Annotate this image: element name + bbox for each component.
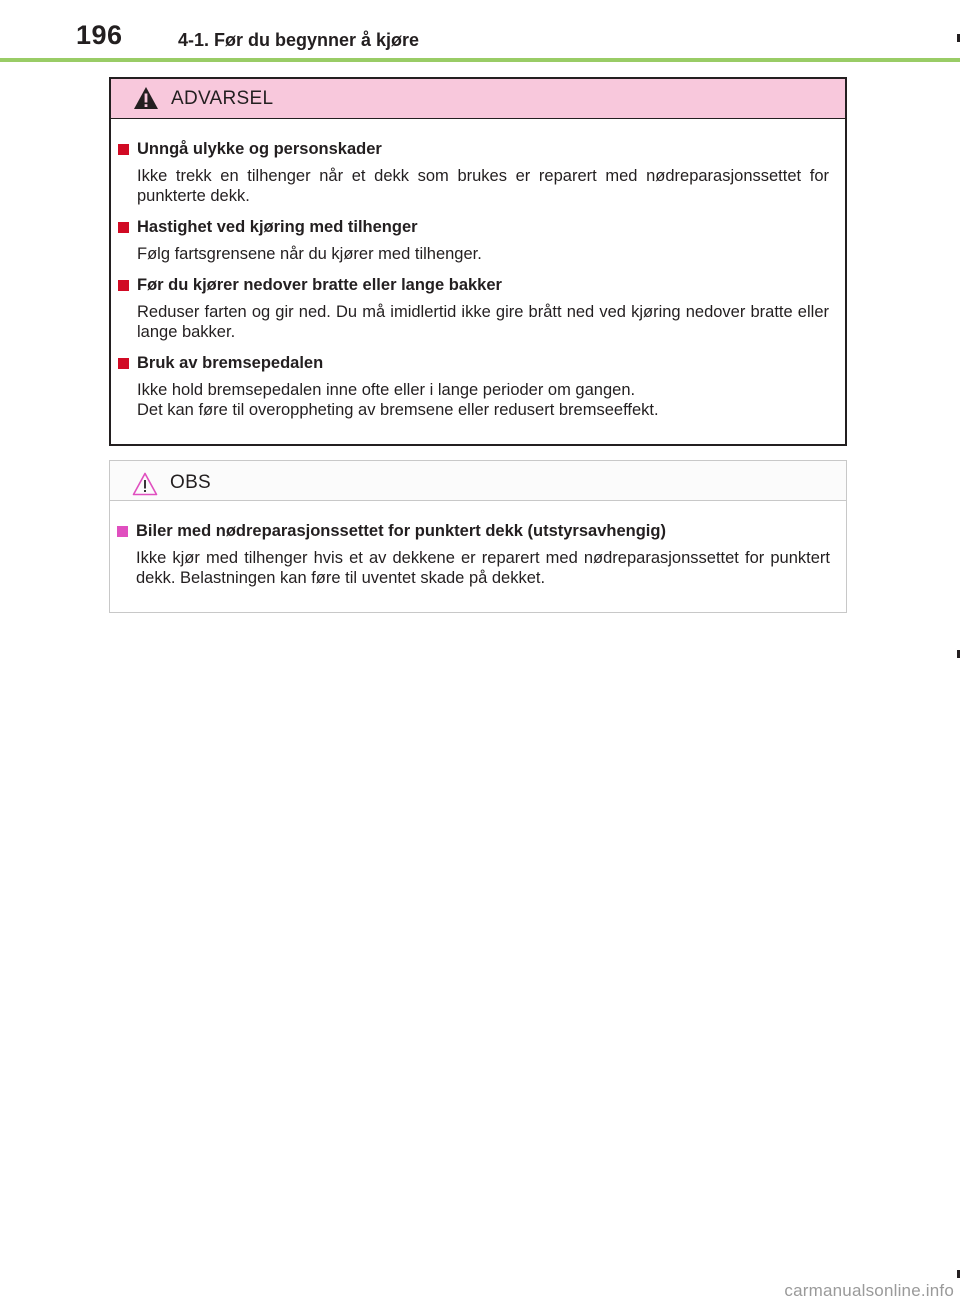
- item-title-text: Hastighet ved kjøring med tilhenger: [137, 218, 418, 236]
- list-item: [118, 139, 829, 206]
- watermark: carmanualsonline.info: [784, 1281, 954, 1300]
- item-title-text: Bruk av bremsepedalen: [137, 354, 324, 372]
- warning-items: [111, 119, 845, 420]
- warning-header: [111, 79, 845, 119]
- item-body-line: Ikke kjør med tilhenger hvis et av dekkene er reparert med nødreparasjonssettet for punktert dekk. Belastningen kan føre til uventet skade på dekket.: [136, 549, 830, 587]
- section-title: 4-1. Før du begynner å kjøre: [178, 30, 420, 50]
- list-item: [118, 353, 829, 420]
- square-bullet-icon: [118, 222, 129, 233]
- notice-header: [110, 461, 846, 501]
- square-bullet-icon: [118, 358, 129, 369]
- item-title-text: Før du kjører nedover bratte eller lange bakker: [137, 276, 502, 294]
- item-body-line: Ikke trekk en tilhenger når et dekk som brukes er reparert med nødreparasjonssettet for punkterte dekk.: [137, 167, 829, 205]
- notice-box: [109, 460, 847, 613]
- item-body-line: Ikke hold bremsepedalen inne ofte eller i lange perioder om gangen.: [137, 381, 636, 399]
- page-header: [0, 0, 960, 64]
- item-body-line: Det kan føre til overoppheting av bremsene eller redusert bremseeffekt.: [137, 401, 659, 419]
- item-title-text: Unngå ulykke og personskader: [137, 140, 382, 158]
- item-body: [137, 244, 829, 264]
- item-title: [117, 521, 830, 541]
- square-bullet-icon: [117, 526, 128, 537]
- item-body: [136, 548, 830, 588]
- item-title: [118, 275, 829, 295]
- warning-box: [109, 77, 847, 446]
- list-item: [118, 217, 829, 264]
- item-title-text: Biler med nødreparasjonssettet for punktert dekk (utstyrsavhengig): [136, 522, 666, 540]
- item-title: [118, 139, 829, 159]
- list-item: [117, 521, 830, 588]
- square-bullet-icon: [118, 280, 129, 291]
- item-body-line: Reduser farten og gir ned. Du må imidlertid ikke gire brått ned ved kjøring nedover bratte eller lange bakker.: [137, 303, 829, 341]
- warning-triangle-icon: [133, 86, 159, 110]
- item-body: [137, 166, 829, 206]
- item-body: [137, 302, 829, 342]
- notice-items: [110, 501, 846, 588]
- warning-label: ADVARSEL: [171, 88, 274, 109]
- caution-triangle-outline-icon: [132, 472, 158, 496]
- page-number: 196: [76, 20, 123, 50]
- square-bullet-icon: [118, 144, 129, 155]
- item-title: [118, 353, 829, 373]
- list-item: [118, 275, 829, 342]
- item-body-line: Følg fartsgrensene når du kjører med tilhenger.: [137, 245, 482, 263]
- header-rule: [0, 58, 960, 62]
- item-title: [118, 217, 829, 237]
- item-body: [137, 380, 829, 420]
- notice-label: OBS: [170, 472, 212, 493]
